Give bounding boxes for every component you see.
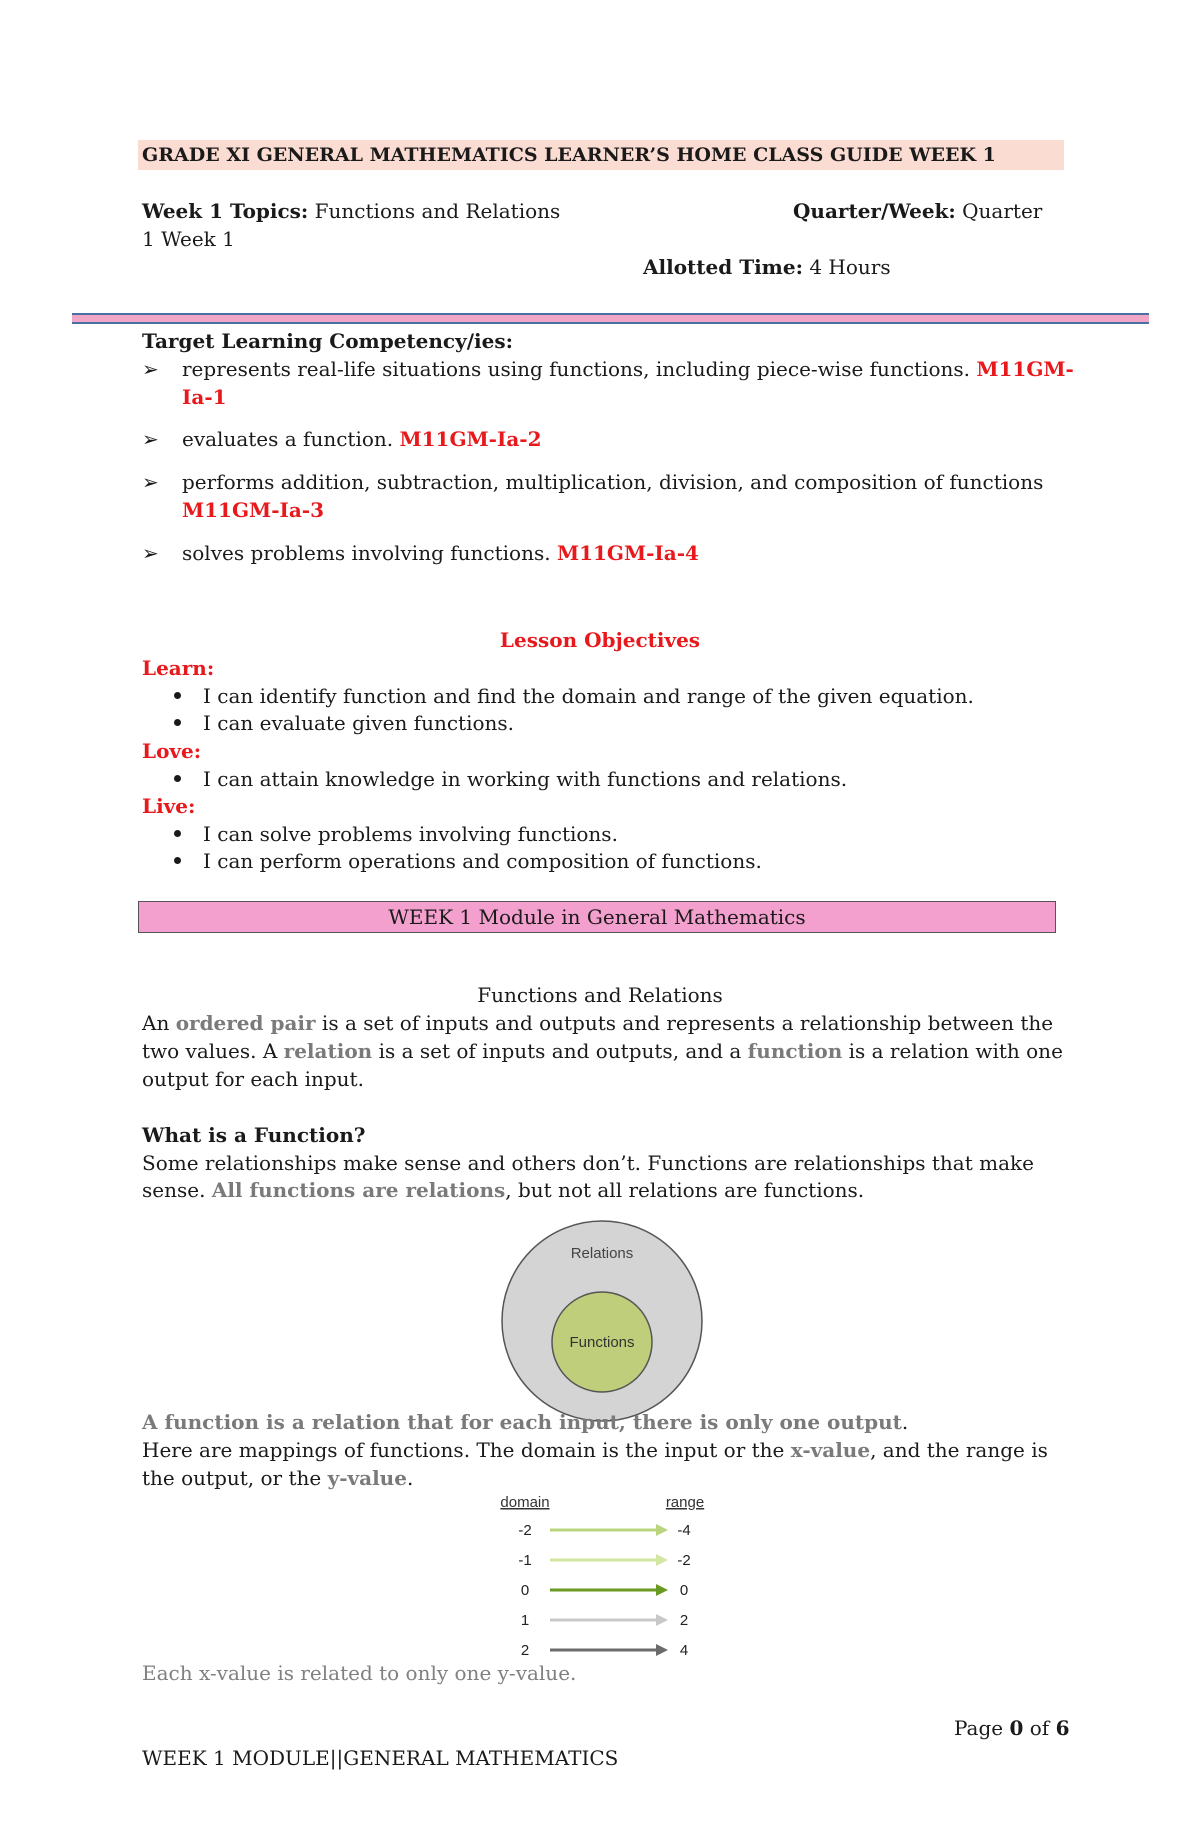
mapping-line-1: Here are mappings of functions. The domain is the input or the x-value, and the range is [142, 1438, 1048, 1462]
allotted-time-label: Allotted Time: [643, 255, 803, 279]
objective-item: I can identify function and find the domain and range of the given equation. [174, 683, 974, 709]
function-definition: A function is a relation that for each input, there is only one output. [142, 1410, 909, 1434]
arrowhead-icon [656, 1584, 668, 1596]
venn-diagram [498, 1218, 706, 1424]
intro-line-3: output for each input. [142, 1067, 364, 1091]
competency-code-continued: Ia-1 [182, 385, 227, 409]
allotted-time-line [643, 254, 891, 280]
competency-item [142, 469, 159, 495]
x-value-term: x-value [790, 1438, 871, 1462]
mapping-line-2: the output, or the y-value. [142, 1466, 414, 1490]
range-label: range [665, 1494, 705, 1511]
competency-item [142, 426, 159, 452]
arrow-bullet-icon: ➢ [142, 541, 159, 565]
page-number: Page 0 of 6 [954, 1716, 1070, 1740]
mapping-rows [518, 1522, 690, 1658]
topics-label: Week 1 Topics: [142, 199, 309, 223]
section-title: Functions and Relations [477, 983, 723, 1007]
arrowhead-icon [656, 1524, 668, 1536]
bullet-icon [174, 719, 181, 726]
competency-code: M11GM-Ia-4 [556, 541, 699, 565]
each-x-value-line: Each x-value is related to only one y-value. [142, 1661, 577, 1685]
bullet-icon [174, 857, 181, 864]
competency-code: M11GM-Ia-3 [182, 498, 325, 522]
quarter-value-continued: 1 Week 1 [142, 227, 235, 251]
what-line-2: sense. All functions are relations, but not all relations are functions. [142, 1178, 865, 1202]
range-value: 0 [679, 1582, 689, 1599]
love-label: Love: [142, 739, 202, 763]
topics-line [142, 198, 560, 224]
intro-line-1: An ordered pair is a set of inputs and outputs and represents a relationship between the [142, 1011, 1054, 1035]
domain-label: domain [500, 1494, 550, 1511]
domain-value: 1 [520, 1612, 530, 1629]
document-title: GRADE XI GENERAL MATHEMATICS LEARNER’S HOME CLASS GUIDE WEEK 1 [138, 140, 1064, 170]
bullet-icon [174, 775, 181, 782]
range-value: -4 [677, 1522, 691, 1539]
functions-label: Functions [569, 1334, 635, 1351]
learn-label: Learn: [142, 656, 215, 680]
term-function: function [747, 1039, 843, 1063]
mapping-row [518, 1552, 690, 1569]
domain-value: 2 [520, 1642, 530, 1658]
competency-text-1: represents real-life situations using functions, including piece-wise functions. M11GM- [182, 357, 1074, 381]
range-value: 2 [679, 1612, 689, 1629]
what-heading: What is a Function? [142, 1123, 366, 1147]
section-divider [72, 313, 1149, 324]
domain-value: 0 [520, 1582, 530, 1599]
competency-item [142, 540, 159, 566]
arrow-bullet-icon: ➢ [142, 427, 159, 451]
mapping-row [518, 1522, 690, 1539]
objectives-heading: Lesson Objectives [499, 628, 701, 652]
objective-item: I can perform operations and composition of functions. [174, 848, 762, 874]
bullet-icon [174, 692, 181, 699]
live-label: Live: [142, 794, 196, 818]
bullet-icon [174, 830, 181, 837]
topics-value: Functions and Relations [314, 199, 561, 223]
competency-item [142, 356, 159, 382]
mapping-row [521, 1612, 688, 1629]
allotted-time-value: 4 Hours [809, 255, 891, 279]
objective-item: I can solve problems involving functions. [174, 821, 618, 847]
term-ordered-pair: ordered pair [175, 1011, 316, 1035]
what-line-1: Some relationships make sense and others don’t. Functions are relationships that make [142, 1151, 1034, 1175]
competency-code: M11GM-Ia-2 [399, 427, 542, 451]
intro-line-2: two values. A relation is a set of inputs and outputs, and a function is a relation with one [142, 1039, 1063, 1063]
arrowhead-icon [656, 1554, 668, 1566]
mapping-row [521, 1642, 688, 1658]
all-functions-are-relations: All functions are relations [211, 1178, 506, 1202]
relations-label: Relations [570, 1245, 634, 1262]
quarter-label: Quarter/Week: [793, 199, 956, 223]
footer-label: WEEK 1 MODULE||GENERAL MATHEMATICS [142, 1746, 619, 1770]
y-value-term: y-value [327, 1466, 407, 1490]
competency-text-2: evaluates a function. M11GM-Ia-2 [182, 427, 542, 451]
quarter-value: Quarter [962, 199, 1043, 223]
domain-value: -1 [518, 1552, 532, 1569]
module-title-box: WEEK 1 Module in General Mathematics [138, 901, 1056, 933]
mapping-row [521, 1582, 688, 1599]
range-value: 4 [679, 1642, 689, 1658]
domain-value: -2 [518, 1522, 532, 1539]
range-value: -2 [677, 1552, 691, 1569]
term-relation: relation [283, 1039, 373, 1063]
competency-heading: Target Learning Competency/ies: [142, 329, 513, 353]
objective-item: I can attain knowledge in working with functions and relations. [174, 766, 847, 792]
objective-item: I can evaluate given functions. [174, 710, 514, 736]
arrow-bullet-icon: ➢ [142, 470, 159, 494]
arrowhead-icon [656, 1614, 668, 1626]
competency-code: M11GM- [976, 357, 1074, 381]
mapping-diagram [488, 1488, 718, 1658]
arrowhead-icon [656, 1644, 668, 1656]
quarter-line [793, 198, 1042, 224]
arrow-bullet-icon: ➢ [142, 357, 159, 381]
competency-text-4: solves problems involving functions. M11GM-Ia-4 [182, 541, 699, 565]
competency-text-3: performs addition, subtraction, multiplication, division, and composition of functions [182, 470, 1044, 494]
